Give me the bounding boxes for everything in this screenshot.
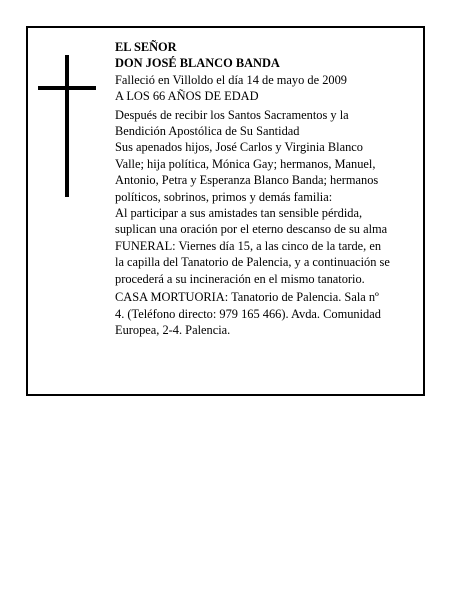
sacraments-line: Bendición Apostólica de Su Santidad <box>115 124 300 139</box>
funeral-paragraph <box>115 238 421 287</box>
request-paragraph <box>115 205 421 238</box>
mortuary-line: CASA MORTUORIA: Tanatorio de Palencia. Sala nº <box>115 290 379 305</box>
mortuary-line: Europea, 2-4. Palencia. <box>115 322 231 337</box>
family-line: Valle; hija política, Mónica Gay; hermanos, Manuel, <box>115 156 376 171</box>
family-line: políticos, sobrinos, primos y demás familia: <box>115 189 333 204</box>
cross-horizontal-bar <box>38 86 96 90</box>
death-info: Falleció en Villoldo el día 14 de mayo de 2009 <box>115 72 347 87</box>
obituary-text <box>115 39 421 338</box>
deceased-name: DON JOSÉ BLANCO BANDA <box>115 56 280 71</box>
request-line: suplican una oración por el eterno descanso de su alma <box>115 222 388 237</box>
heading-title: EL SEÑOR <box>115 40 177 54</box>
family-paragraph <box>115 139 421 205</box>
family-line: Antonio, Petra y Esperanza Blanco Banda; hermanos <box>115 173 379 188</box>
sacraments-line: Después de recibir los Santos Sacramentos y la <box>115 107 349 122</box>
cross-vertical-bar <box>65 55 69 197</box>
funeral-line: FUNERAL: Viernes día 15, a las cinco de la tarde, en <box>115 238 382 253</box>
mortuary-line: 4. (Teléfono directo: 979 165 466). Avda. Comunidad <box>115 306 381 321</box>
request-line: Al participar a sus amistades tan sensible pérdida, <box>115 206 363 221</box>
funeral-line: procederá a su incineración en el mismo tanatorio. <box>115 271 365 286</box>
cross-icon <box>38 55 96 197</box>
sacraments-paragraph <box>115 107 421 140</box>
family-line: Sus apenados hijos, José Carlos y Virginia Blanco <box>115 140 363 155</box>
mortuary-paragraph <box>115 289 421 338</box>
age-at-death: A LOS 66 AÑOS DE EDAD <box>115 89 259 104</box>
funeral-line: la capilla del Tanatorio de Palencia, y a continuación se <box>115 255 390 270</box>
